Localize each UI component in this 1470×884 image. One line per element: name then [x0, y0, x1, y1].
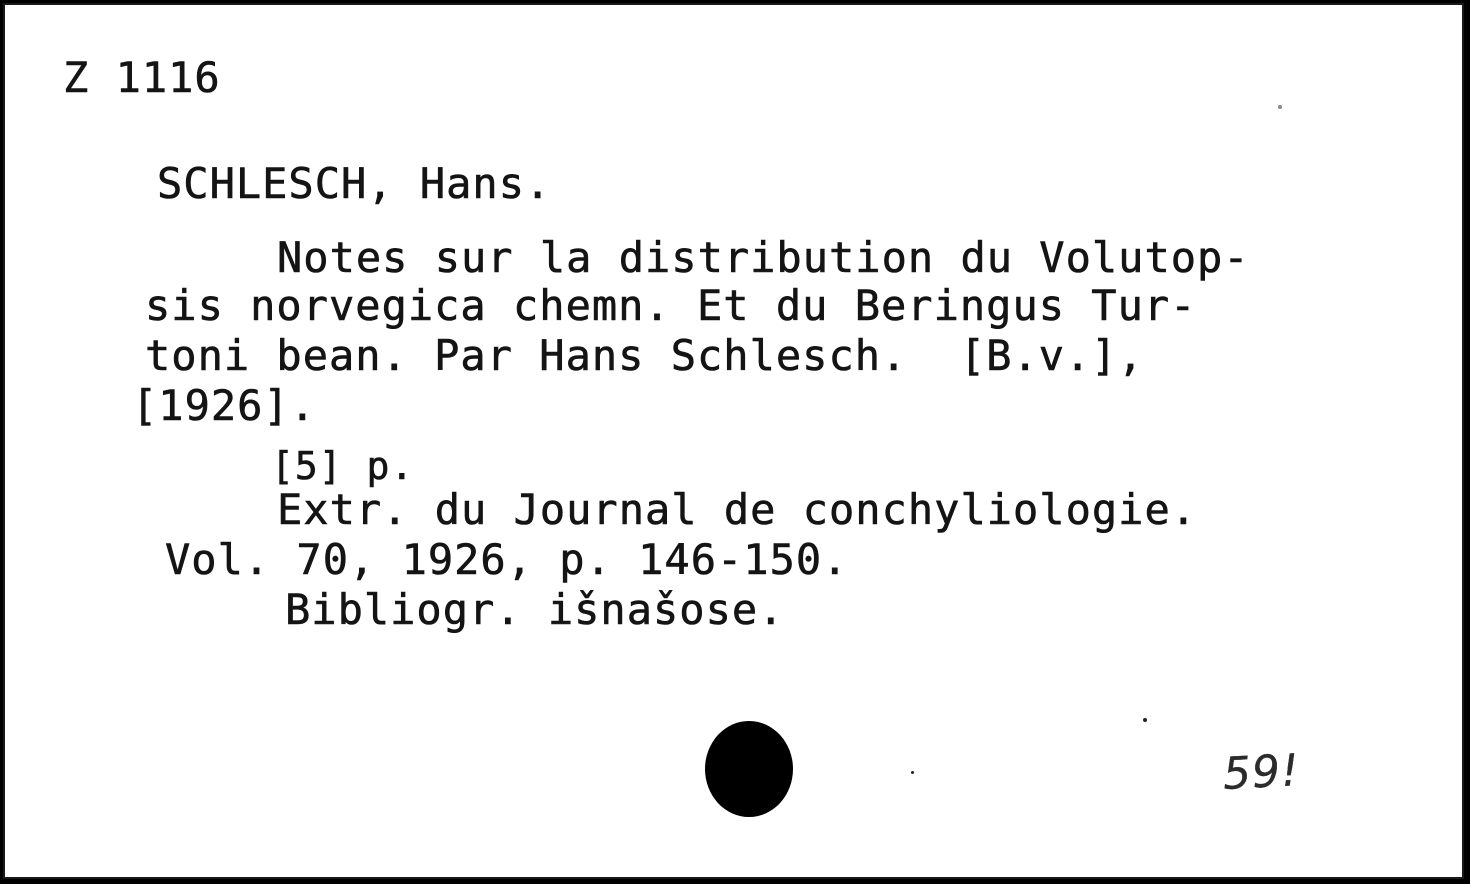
title-line-1: Notes sur la distribution du Volutop-	[277, 233, 1250, 282]
extract-note: Extr. du Journal de conchyliologie.	[277, 485, 1198, 534]
ink-speck	[1278, 105, 1282, 109]
publication-year: [1926].	[132, 381, 317, 430]
ink-speck	[1143, 718, 1147, 722]
catalog-card	[3, 3, 1464, 879]
volume-note: Vol. 70, 1926, p. 146-150.	[165, 535, 849, 584]
call-number: Z 1116	[63, 53, 221, 102]
title-line-2: sis norvegica chemn. Et du Beringus Tur-	[145, 281, 1197, 330]
title-line-3: toni bean. Par Hans Schlesch. [B.v.],	[145, 331, 1144, 380]
punch-hole	[705, 721, 793, 817]
pagination: [5] p.	[271, 444, 415, 488]
bibliography-note: Bibliogr. išnašose.	[285, 585, 785, 634]
author-heading: SCHLESCH, Hans.	[157, 159, 552, 208]
handwritten-note: 59!	[1221, 745, 1301, 800]
ink-speck	[911, 771, 914, 774]
